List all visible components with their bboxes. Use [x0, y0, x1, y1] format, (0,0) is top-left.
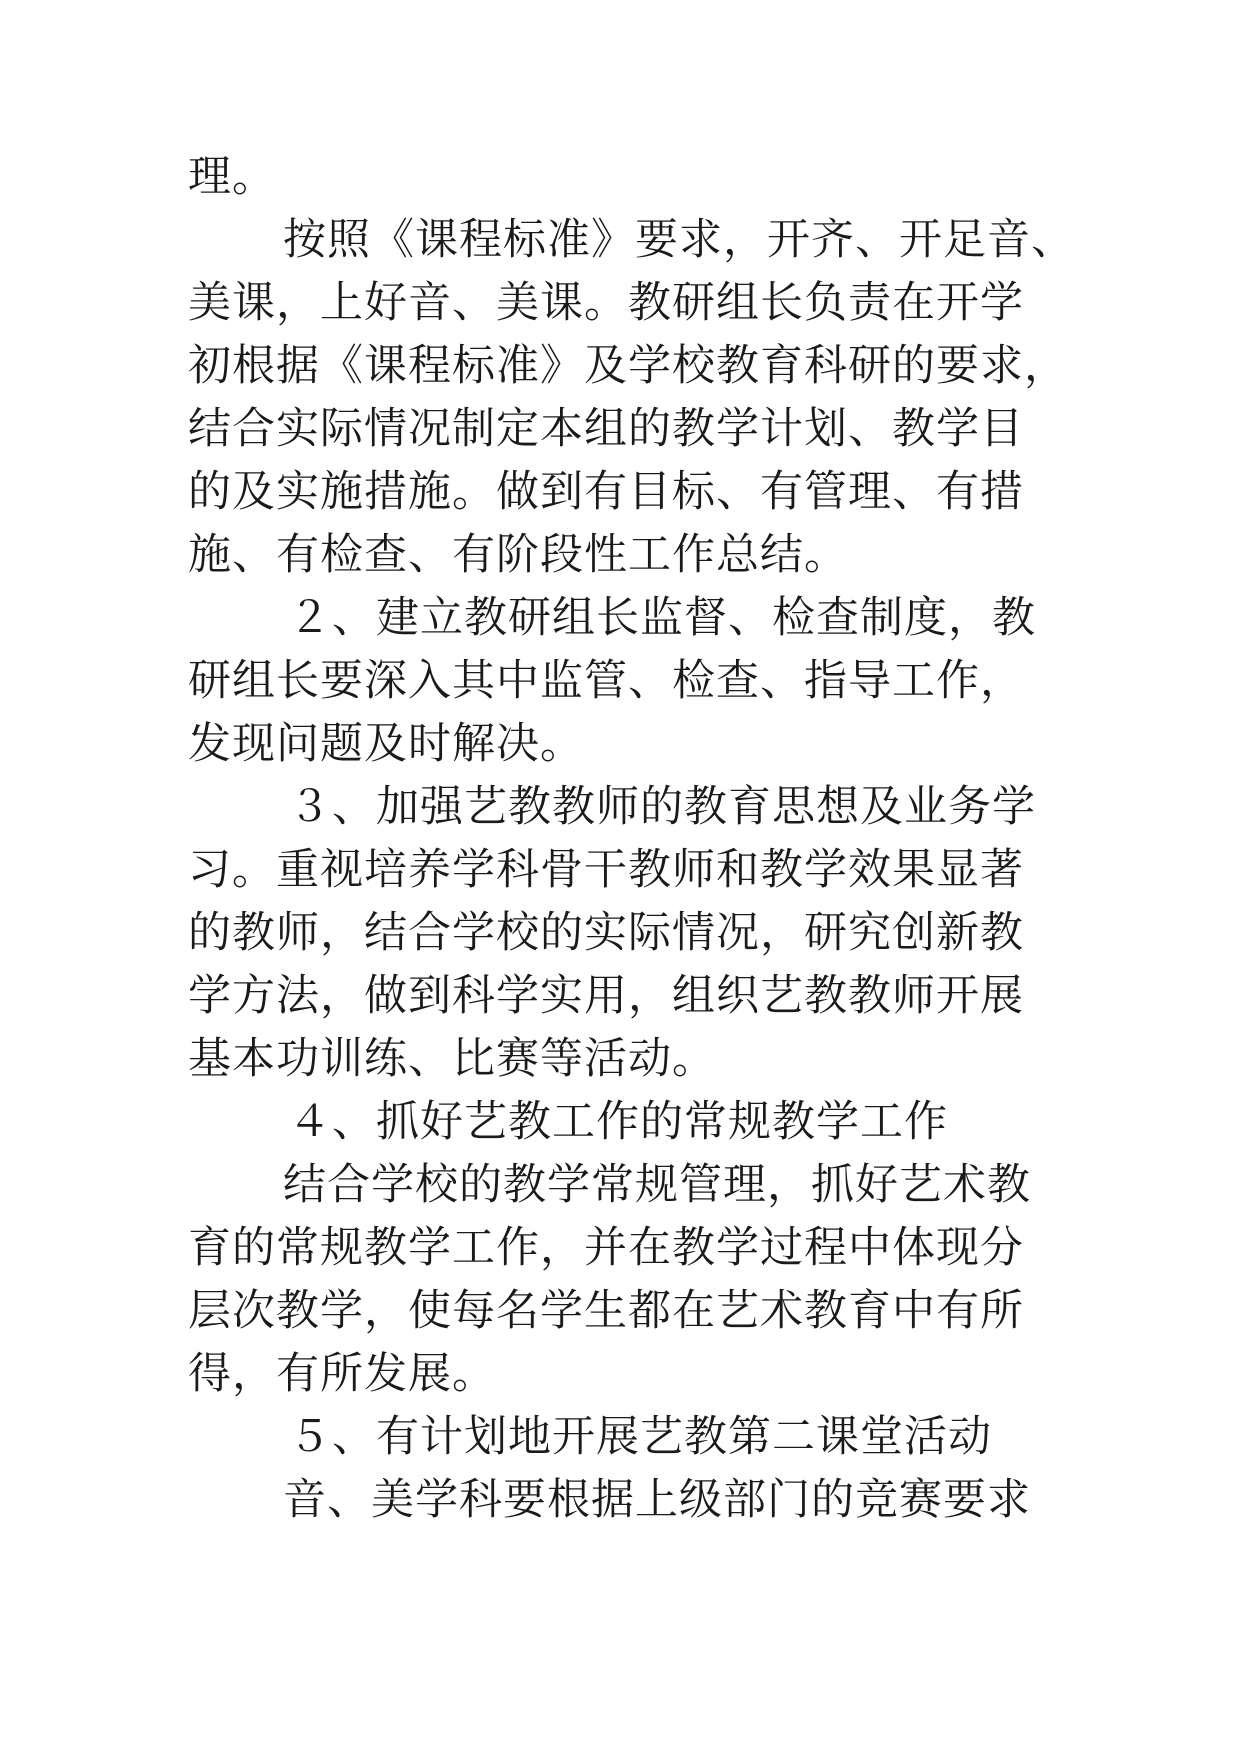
text-line: 的教师，结合学校的实际情况，研究创新教: [188, 908, 1024, 958]
text-line: 美课，上好音、美课。教研组长负责在开学: [188, 278, 1024, 328]
text-line: ４、抓好艺教工作的常规教学工作: [288, 1097, 948, 1147]
text-line: ５、有计划地开展艺教第二课堂活动: [288, 1412, 992, 1462]
text-line: 音、美学科要根据上级部门的竞赛要求: [283, 1475, 1031, 1525]
text-line: 育的常规教学工作，并在教学过程中体现分: [188, 1223, 1024, 1273]
document-body: [188, 146, 1075, 1532]
text-line: 的及实施措施。做到有目标、有管理、有措: [188, 467, 1024, 517]
text-line: 习。重视培养学科骨干教师和教学效果显著: [188, 845, 1024, 895]
text-line: 发现问题及时解决。: [188, 719, 584, 769]
text-line: 学方法，做到科学实用，组织艺教教师开展: [188, 971, 1024, 1021]
text-line: 研组长要深入其中监管、检查、指导工作，: [188, 656, 1024, 706]
text-line: 层次教学，使每名学生都在艺术教育中有所: [188, 1286, 1024, 1336]
text-line: 理。: [188, 152, 276, 202]
text-line: 结合实际情况制定本组的教学计划、教学目: [188, 404, 1024, 454]
text-line: 初根据《课程标准》及学校教育科研的要求，: [188, 341, 1068, 391]
text-line: ３、加强艺教教师的教育思想及业务学: [288, 782, 1036, 832]
text-line: 结合学校的教学常规管理，抓好艺术教: [283, 1160, 1031, 1210]
text-line: ２、建立教研组长监督、检查制度，教: [288, 593, 1036, 643]
text-line: 按照《课程标准》要求，开齐、开足音、: [283, 215, 1075, 265]
text-line: 施、有检查、有阶段性工作总结。: [188, 530, 848, 580]
text-line: 得，有所发展。: [188, 1349, 496, 1399]
text-line: 基本功训练、比赛等活动。: [188, 1034, 716, 1084]
